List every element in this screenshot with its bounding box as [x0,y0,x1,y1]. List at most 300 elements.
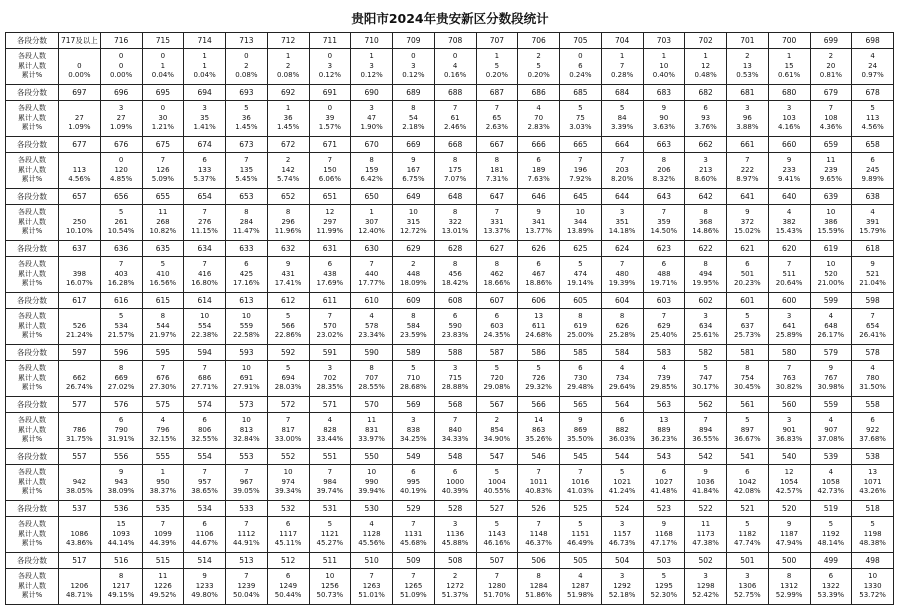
cumulative-value: 175 [448,165,462,174]
data-cell [100,153,142,189]
count-value: 8 [118,364,124,373]
cumulative-value: 676 [156,373,170,382]
count-value: 7 [745,156,750,165]
count-value: 7 [703,416,708,425]
cumulative-value: 907 [824,425,838,434]
score-cell: 581 [727,345,769,361]
percent-value: 23.02% [316,331,344,340]
percent-value: 45.11% [274,539,302,548]
cumulative-value: 786 [72,425,87,434]
cumulative-value: 520 [824,269,838,278]
data-cell [560,153,602,189]
count-value: 3 [619,572,625,581]
data-cell [142,517,184,553]
cumulative-value: 386 [824,217,838,226]
count-value: 5 [619,468,625,477]
count-value: 6 [118,416,124,425]
count-value: 8 [452,208,458,217]
percent-value: 0.20% [527,71,550,80]
data-cell [393,309,435,345]
percent-value: 24.68% [525,331,552,340]
percent-value: 23.34% [358,331,385,340]
cumulative-value: 1000 [446,477,465,486]
data-cell [351,465,393,501]
percent-value: 11.47% [233,227,260,236]
percent-value: 1.21% [151,123,174,132]
label-count: 各段人数 [18,52,46,61]
count-value: 5 [745,520,750,529]
cumulative-value: 1157 [613,529,632,538]
data-cell [727,569,769,605]
data-cell [226,413,268,449]
percent-value: 35.50% [567,435,594,444]
score-cell: 518 [852,501,894,517]
count-value: 5 [244,104,249,113]
count-value: 6 [536,260,541,269]
data-cell [685,569,727,605]
percent-value: 13.89% [567,227,594,236]
cumulative-value: 233 [782,165,796,174]
percent-value: 21.97% [149,331,177,340]
count-value: 7 [870,312,875,321]
score-cell: 570 [351,397,393,413]
score-cell: 558 [852,397,894,413]
cumulative-value: 1136 [446,529,465,538]
cumulative-value: 382 [782,217,796,226]
percent-value: 52.42% [692,591,719,600]
cumulative-value: 1284 [529,581,548,590]
count-value: 6 [285,520,291,529]
data-cell [226,49,268,85]
count-value: 3 [369,104,374,113]
percent-value: 29.48% [567,383,594,392]
percent-value: 26.74% [66,383,93,392]
count-value: 6 [202,156,207,165]
percent-value: 6.75% [402,175,425,184]
count-value: 1 [661,52,667,61]
data-row [6,465,894,501]
data-row [6,517,894,553]
score-cell: 598 [852,293,894,309]
percent-value: 16.28% [107,279,135,288]
percent-value: 23.59% [400,331,427,340]
score-cell: 661 [727,137,769,153]
score-cell: 550 [351,449,393,465]
data-cell [685,49,727,85]
percent-value: 21.04% [859,279,886,288]
count-value: 7 [494,572,500,581]
percent-value: 51.09% [400,591,427,600]
score-cell: 702 [685,33,727,49]
data-cell [727,101,769,137]
percent-value: 25.73% [734,331,761,340]
cumulative-value: 1117 [279,529,298,538]
data-cell [226,101,268,137]
cumulative-value: 790 [114,425,128,434]
data-cell [309,517,351,553]
score-cell: 610 [351,293,393,309]
percent-value: 36.03% [608,435,636,444]
data-cell [727,309,769,345]
data-cell [59,465,101,501]
cumulative-value: 554 [197,321,212,330]
data-cell [768,569,810,605]
percent-value: 17.69% [316,279,344,288]
data-cell [434,361,476,397]
score-cell: 615 [142,293,184,309]
percent-value: 36.83% [775,435,803,444]
count-value: 9 [703,468,708,477]
data-cell [393,465,435,501]
percent-value: 10.54% [107,227,135,236]
cumulative-value: 30 [158,113,168,122]
cumulative-value: 1086 [70,529,89,538]
cumulative-value: 1004 [487,477,506,486]
data-row-label [6,517,59,553]
score-cell: 609 [393,293,435,309]
data-row-label [6,465,59,501]
score-cell: 608 [434,293,476,309]
label-count: 各段人数 [18,312,46,321]
cumulative-value: 1182 [738,529,757,538]
data-cell [810,465,852,501]
score-cell: 571 [309,397,351,413]
count-value: 3 [619,520,625,529]
count-value: 6 [202,416,207,425]
data-cell [518,517,560,553]
count-value: 6 [870,156,875,165]
percent-value: 3.39% [611,123,634,132]
data-cell [768,49,810,85]
count-value: 0 [118,52,124,61]
percent-value: 31.75% [66,435,93,444]
count-value: 3 [703,312,708,321]
count-value: 5 [285,364,291,373]
score-cell: 701 [727,33,769,49]
percent-value: 44.39% [149,539,177,548]
data-cell [267,257,309,293]
count-value: 4 [828,468,834,477]
cumulative-value: 103 [782,113,796,122]
percent-value: 0.81% [819,71,842,80]
data-cell [643,569,685,605]
cumulative-value: 3 [411,61,416,70]
count-value: 6 [661,468,667,477]
percent-value: 51.70% [483,591,511,600]
count-value: 10 [241,312,251,321]
percent-value: 44.67% [191,539,218,548]
score-cell: 631 [309,241,351,257]
cumulative-value: 181 [490,165,504,174]
count-value: 0 [327,104,333,113]
cumulative-value: 521 [865,269,880,278]
percent-value: 0.97% [861,71,884,80]
percent-value: 30.17% [692,383,719,392]
score-cell: 589 [393,345,435,361]
count-value: 7 [578,156,583,165]
data-cell [393,413,435,449]
score-row-label: 各段分数 [6,293,59,309]
page-title: 贵阳市2024年贵安新区分数段统计 [351,11,549,26]
cumulative-value: 135 [239,165,254,174]
data-row [6,569,894,605]
cumulative-value: 1168 [654,529,673,538]
percent-value: 31.91% [107,435,135,444]
data-cell [100,361,142,397]
cumulative-value: 438 [323,269,337,278]
percent-value: 40.55% [483,487,511,496]
count-value: 8 [494,156,500,165]
data-cell [59,361,101,397]
data-row-label [6,153,59,189]
percent-value: 8.32% [652,175,675,184]
percent-value: 19.14% [567,279,594,288]
percent-value: 3.76% [694,123,717,132]
data-cell [685,309,727,345]
cumulative-value: 1106 [195,529,214,538]
count-value: 6 [452,312,458,321]
data-row-label [6,205,59,241]
score-cell: 616 [100,293,142,309]
percent-value: 0.48% [694,71,717,80]
count-value: 6 [536,156,541,165]
data-cell [59,257,101,293]
score-cell: 501 [727,553,769,569]
count-value: 10 [868,572,878,581]
count-value: 9 [578,416,583,425]
score-row-label: 各段分数 [6,241,59,257]
percent-value: 33.00% [274,435,302,444]
score-cell: 530 [351,501,393,517]
cumulative-value: 1298 [696,581,715,590]
data-cell [727,257,769,293]
data-cell [852,517,894,553]
data-cell [768,517,810,553]
score-cell: 686 [518,85,560,101]
score-cell: 646 [518,189,560,205]
cumulative-value: 2 [285,61,291,70]
score-cell: 703 [643,33,685,49]
data-cell [100,517,142,553]
count-value: 3 [745,572,750,581]
label-cumulative: 累计人数 [18,529,46,538]
data-cell [142,257,184,293]
data-cell [476,361,518,397]
count-value: 13 [534,312,544,321]
count-value: 0 [327,52,333,61]
cumulative-value: 167 [406,165,421,174]
cumulative-value: 2 [244,61,249,70]
cumulative-value: 942 [72,477,87,486]
score-row [6,501,894,517]
count-value: 5 [619,104,625,113]
score-cell: 688 [434,85,476,101]
cumulative-value: 61 [450,113,460,122]
data-cell [309,569,351,605]
percent-value: 16.56% [149,279,177,288]
cumulative-value: 113 [72,165,87,174]
count-value: 7 [160,364,166,373]
cumulative-value: 901 [782,425,796,434]
score-cell: 658 [852,137,894,153]
cumulative-value: 534 [114,321,128,330]
score-cell: 698 [852,33,894,49]
score-cell: 592 [267,345,309,361]
cumulative-value: 754 [740,373,755,382]
data-cell [142,49,184,85]
percent-value: 48.14% [817,539,845,548]
percent-value: 23.83% [441,331,469,340]
count-value: 7 [578,468,583,477]
score-cell: 670 [351,137,393,153]
percent-value: 5.45% [235,175,258,184]
cumulative-value: 13 [742,61,752,70]
cumulative-value: 957 [197,477,212,486]
data-cell [184,569,226,605]
count-value: 5 [118,208,124,217]
percent-value: 53.39% [817,591,845,600]
cumulative-value: 36 [241,113,251,122]
count-value: 3 [786,312,792,321]
cumulative-value: 641 [782,321,796,330]
data-cell [685,257,727,293]
percent-value: 46.49% [567,539,594,548]
percent-value: 0.04% [151,71,174,80]
data-cell [184,361,226,397]
score-cell: 673 [226,137,268,153]
cumulative-value: 462 [490,269,504,278]
percent-value: 6.42% [360,175,383,184]
percent-value: 28.68% [400,383,427,392]
score-cell: 713 [226,33,268,49]
cumulative-value: 943 [114,477,128,486]
cumulative-value: 1256 [320,581,339,590]
data-cell [142,361,184,397]
score-cell: 652 [267,189,309,205]
percent-value: 49.15% [107,591,135,600]
data-cell [59,153,101,189]
percent-value: 22.86% [274,331,302,340]
data-cell [560,517,602,553]
percent-value: 19.39% [608,279,636,288]
percent-value: 28.03% [274,383,302,392]
count-value: 8 [452,260,458,269]
data-cell [727,153,769,189]
cumulative-value: 1206 [70,581,89,590]
score-cell: 619 [810,241,852,257]
cumulative-value: 739 [657,373,671,382]
cumulative-value: 120 [114,165,128,174]
cumulative-value: 619 [573,321,588,330]
score-cell: 623 [643,241,685,257]
count-value: 3 [619,208,625,217]
label-percent: 累计% [21,71,43,80]
count-value: 7 [452,104,458,113]
count-value: 11 [701,520,711,529]
label-count: 各段人数 [18,156,46,165]
cumulative-value: 897 [740,425,755,434]
label-count: 各段人数 [18,416,46,425]
data-cell [226,205,268,241]
data-cell [727,465,769,501]
count-value: 8 [745,364,750,373]
percent-value: 15.02% [734,227,761,236]
percent-value: 20.64% [775,279,803,288]
percent-value: 6.06% [318,175,341,184]
count-value: 7 [452,416,458,425]
percent-value: 26.17% [817,331,845,340]
percent-value: 21.24% [66,331,93,340]
count-value [59,312,100,322]
cumulative-value: 35 [200,113,210,122]
cumulative-value: 4 [452,61,458,70]
data-cell [351,257,393,293]
cumulative-value: 239 [824,165,838,174]
cumulative-value: 398 [72,269,87,278]
percent-value: 16.07% [66,279,93,288]
data-cell [560,569,602,605]
data-cell [226,257,268,293]
cumulative-value: 1151 [571,529,590,538]
percent-value: 50.44% [274,591,302,600]
percent-value: 0.24% [569,71,592,80]
count-value: 3 [786,416,792,425]
count-value: 5 [578,520,583,529]
cumulative-value: 425 [239,269,254,278]
score-cell: 585 [560,345,602,361]
score-cell: 563 [643,397,685,413]
data-cell [434,205,476,241]
cumulative-value: 590 [448,321,462,330]
percent-value: 5.37% [193,175,216,184]
data-cell [434,465,476,501]
score-cell: 526 [518,501,560,517]
count-value: 1 [786,52,792,61]
percent-value: 29.08% [483,383,511,392]
percent-value: 33.44% [316,435,344,444]
data-cell [643,309,685,345]
count-value: 4 [619,364,625,373]
cumulative-value: 1198 [863,529,882,538]
percent-value: 40.39% [441,487,469,496]
count-value: 6 [285,572,291,581]
count-value: 4 [327,416,333,425]
percent-value: 0.12% [360,71,383,80]
score-cell: 680 [768,85,810,101]
cumulative-value: 1226 [153,581,172,590]
cumulative-value: 142 [281,165,295,174]
percent-value: 27.91% [233,383,260,392]
cumulative-value: 70 [534,113,544,122]
percent-value: 27.30% [149,383,177,392]
data-cell [434,101,476,137]
data-row-label [6,361,59,397]
score-cell: 599 [810,293,852,309]
data-cell [810,569,852,605]
cumulative-value: 196 [573,165,588,174]
score-cell: 637 [59,241,101,257]
count-value [59,520,100,530]
score-cell: 535 [142,501,184,517]
label-cumulative: 累计人数 [18,113,46,122]
score-cell: 514 [184,553,226,569]
cumulative-value: 75 [575,113,585,122]
score-cell: 522 [685,501,727,517]
label-count: 各段人数 [18,572,46,581]
percent-value: 50.73% [316,591,344,600]
percent-value: 35.26% [525,435,552,444]
cumulative-value: 726 [531,373,546,382]
